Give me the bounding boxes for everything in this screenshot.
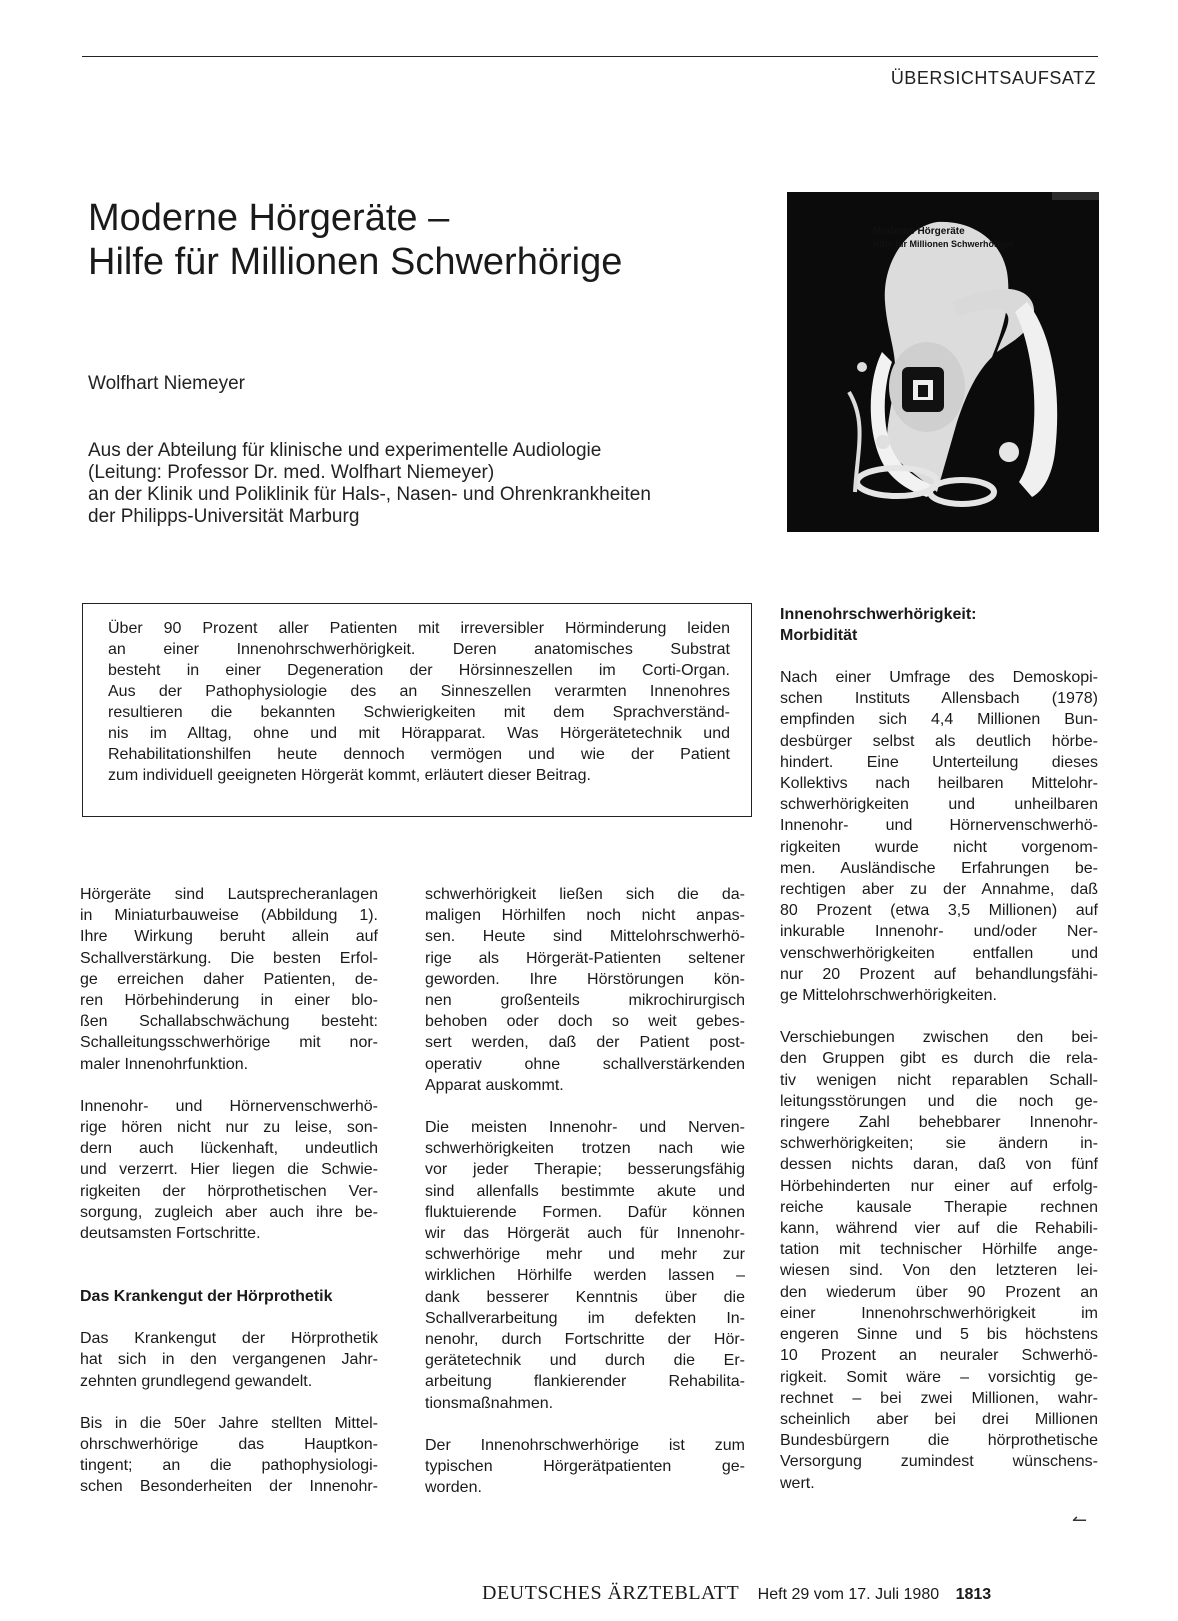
text-line: Versorgung zumindest wünschens-	[780, 1453, 1098, 1471]
text-line: worden.	[425, 1479, 482, 1497]
text-line: operativ ohne schallverstärkenden	[425, 1055, 745, 1073]
text-line: hat sich in den vergangenen Jahr-	[80, 1351, 378, 1369]
text-line: vor jeder Therapie; besserungsfähig	[425, 1161, 745, 1179]
text-line: desbürger selbst als deutlich hörbe-	[780, 732, 1098, 750]
text-line: ohrschwerhörige das Hauptkon-	[80, 1436, 378, 1454]
summary-line: zum individuell geeigneten Hörgerät kommt, erläutert dieser Beitrag.	[108, 767, 591, 784]
text-line: schwerhörige mehr und mehr zur	[425, 1246, 745, 1264]
text-line: schwerhörigkeiten; sie ändern in-	[780, 1135, 1098, 1153]
text-line: den Gruppen gibt es durch die rela-	[780, 1050, 1098, 1068]
text-line: nenohr, durch Fortschritte der Hör-	[425, 1331, 745, 1349]
text-line: Innenohr- und Hörnervenschwerhö-	[780, 817, 1098, 835]
paragraph	[780, 667, 1098, 1006]
text-line: wert.	[780, 1474, 815, 1492]
text-line: Das Krankengut der Hörprothetik	[80, 1330, 378, 1348]
text-line: leitungsstörungen und die noch ge-	[780, 1092, 1098, 1110]
text-line: und verzerrt. Hier liegen die Schwie-	[80, 1161, 378, 1179]
section-heading	[780, 604, 1098, 646]
text-line: rigkeiten der hörprothetischen Ver-	[80, 1182, 378, 1200]
text-line: schen Instituts Allensbach (1978)	[780, 690, 1098, 708]
paragraph	[80, 1096, 378, 1244]
title-line: Moderne Hörgeräte –	[88, 197, 450, 239]
text-line: gerätetechnik und durch die Er-	[425, 1352, 745, 1370]
text-line: tingent; an die pathophysiologi-	[80, 1457, 378, 1475]
text-line: tionsmaßnahmen.	[425, 1394, 554, 1412]
text-line: empfinden sich 4,4 Millionen Bun-	[780, 711, 1098, 729]
paragraph	[80, 1328, 378, 1392]
text-line: Apparat auskommt.	[425, 1076, 564, 1094]
text-line: behoben oder doch so weit gebes-	[425, 1013, 745, 1031]
text-line: schen Besonderheiten der Innenohr-	[80, 1478, 378, 1496]
text-column-3	[780, 604, 1098, 1515]
journal-name: DEUTSCHES ÄRZTEBLATT	[482, 1582, 740, 1604]
text-line: arbeitung flankierender Rehabilita-	[425, 1373, 745, 1391]
page-footer	[482, 1582, 991, 1605]
affiliation	[88, 440, 651, 528]
text-line: ringere Zahl behebbarer Innenohr-	[780, 1114, 1098, 1132]
text-line: fluktuierende Formen. Dafür können	[425, 1203, 745, 1221]
text-column-2	[425, 884, 745, 1519]
summary-line: resultieren die bekannten Schwierigkeiten mit dem Sprachverständ-	[108, 704, 730, 721]
cover-illustration	[787, 192, 1099, 532]
text-column-1	[80, 884, 378, 1519]
text-line: venschwerhörigkeiten entfallen und	[780, 944, 1098, 962]
text-line: rige als Hörgerät-Patienten seltener	[425, 949, 745, 967]
text-line: sen. Heute sind Mittelohrschwerhö-	[425, 928, 745, 946]
top-rule	[82, 56, 1098, 57]
text-line: reiche kausale Therapie rechnen	[780, 1198, 1098, 1216]
text-line: sorgung, zugleich aber auch ihre be-	[80, 1203, 378, 1221]
text-line: Bis in die 50er Jahre stellten Mittel-	[80, 1414, 378, 1432]
text-line: wirklichen Hörhilfe werden lassen –	[425, 1267, 745, 1285]
section-label: ÜBERSICHTSAUFSATZ	[890, 68, 1096, 88]
summary-line: besteht in einer Degeneration der Hörsinneszellen im Corti-Organ.	[108, 662, 730, 679]
text-line: schwerhörigkeiten und unheilbaren	[780, 796, 1098, 814]
text-line: nen großenteils mikrochirurgisch	[425, 992, 745, 1010]
text-line: ßen Schallabschwächung besteht:	[80, 1013, 378, 1031]
text-line: engeren Sinne und 5 bis höchstens	[780, 1326, 1098, 1344]
text-line: maligen Hörhilfen noch nicht anpas-	[425, 907, 745, 925]
paragraph	[425, 1117, 745, 1414]
text-line: tation mit technischer Hörhilfe ange-	[780, 1241, 1098, 1259]
text-line: Schallverarbeitung im defekten In-	[425, 1309, 745, 1327]
text-line: 80 Prozent (etwa 3,5 Millionen) auf	[780, 902, 1098, 920]
paragraph	[80, 884, 378, 1075]
text-line: rechtigen aber zu der Annahme, daß	[780, 881, 1098, 899]
text-line: Ihre Wirkung beruht allein auf	[80, 928, 378, 946]
text-line: wir das Hörgerät auch für Innenohr-	[425, 1225, 745, 1243]
affiliation-line: der Philipps-Universität Marburg	[88, 506, 360, 527]
text-line: 10 Prozent an neuraler Schwerhö-	[780, 1347, 1098, 1365]
text-line: Innenohr- und Hörnervenschwerhö-	[80, 1097, 378, 1115]
text-line: Schallverstärkung. Die besten Erfol-	[80, 949, 378, 967]
text-line: deutsamsten Fortschritte.	[80, 1225, 261, 1243]
paragraph	[780, 1027, 1098, 1493]
summary-line: an einer Innenohrschwerhörigkeit. Deren anatomisches Substrat	[108, 641, 730, 658]
paragraph	[425, 1435, 745, 1499]
text-line: in Miniaturbauweise (Abbildung 1).	[80, 907, 378, 925]
text-line: rigkeiten wurde nicht vorgenom-	[780, 838, 1098, 856]
text-line: sind allenfalls bestimmte akute und	[425, 1182, 745, 1200]
text-line: kann, während vier auf die Rehabili-	[780, 1220, 1098, 1238]
affiliation-line: Aus der Abteilung für klinische und experimentelle Audiologie	[88, 440, 602, 461]
text-line: dern auch lückenhaft, undeutlich	[80, 1140, 378, 1158]
text-line: scheinlich aber bei drei Millionen	[780, 1410, 1098, 1428]
text-line: schwerhörigkeiten trotzen nach wie	[425, 1140, 745, 1158]
text-line: Die meisten Innenohr- und Nerven-	[425, 1119, 745, 1137]
text-line: inkurable Innenohr- und/oder Ner-	[780, 923, 1098, 941]
issue-info: Heft 29 vom 17. Juli 1980	[757, 1586, 940, 1603]
text-line: typischen Hörgerätpatienten ge-	[425, 1458, 745, 1476]
paragraph	[80, 1413, 378, 1498]
text-line: hindert. Eine Unterteilung dieses	[780, 753, 1098, 771]
text-line: den wiederum über 90 Prozent an	[780, 1283, 1098, 1301]
continuation-mark-icon: ↼	[1072, 1510, 1088, 1530]
text-line: rigkeit. Somit wäre – vorsichtig ge-	[780, 1368, 1098, 1386]
text-line: Kollektivs nach heilbaren Mittelohr-	[780, 775, 1098, 793]
summary-line: Aus der Pathophysiologie des an Sinneszellen verarmten Innenohres	[108, 683, 730, 700]
text-line: Hörgeräte sind Lautsprecheranlagen	[80, 886, 378, 903]
text-line: geworden. Ihre Hörstörungen kön-	[425, 970, 745, 988]
paragraph	[425, 884, 745, 1096]
hearing-aid-illustration	[787, 192, 1099, 532]
text-line: Schalleitungsschwerhörige mit nor-	[80, 1034, 378, 1052]
summary-line: Über 90 Prozent aller Patienten mit irreversibler Hörminderung leiden	[108, 620, 730, 637]
cover-caption-line: Moderne Hörgeräte	[873, 226, 965, 237]
affiliation-line: (Leitung: Professor Dr. med. Wolfhart Niemeyer)	[88, 462, 495, 483]
section-heading: Das Krankengut der Hörprothetik	[80, 1288, 333, 1306]
author-name: Wolfhart Niemeyer	[88, 373, 245, 394]
text-line: Bundesbürgern die hörprothetische	[780, 1432, 1098, 1450]
text-line: wiesen sind. Von den letzteren lei-	[780, 1262, 1098, 1280]
text-line: men. Ausländische Erfahrungen be-	[780, 859, 1098, 877]
text-line: schwerhörigkeit ließen sich die da-	[425, 886, 745, 903]
text-line: Nach einer Umfrage des Demoskopi-	[780, 669, 1098, 686]
text-line: maler Innenohrfunktion.	[80, 1055, 249, 1073]
text-line: dank besserer Kenntnis über die	[425, 1288, 745, 1306]
text-line: Hörbehinderten nur einer auf erfolg-	[780, 1177, 1098, 1195]
text-line: zehnten grundlegend gewandelt.	[80, 1372, 313, 1390]
text-line: ge Mittelohrschwerhörigkeiten.	[780, 987, 997, 1005]
page-number: 1813	[955, 1586, 992, 1603]
text-line: nur 20 Prozent auf behandlungsfähi-	[780, 965, 1098, 983]
text-line: ge erreichen daher Patienten, de-	[80, 970, 378, 988]
text-line: Der Innenohrschwerhörige ist zum	[425, 1436, 745, 1454]
text-line: Verschiebungen zwischen den bei-	[780, 1029, 1098, 1047]
summary-line: nis im Alltag, ohne und mit Hörapparat. Was Hörgerätetechnik und	[108, 725, 730, 742]
text-line: dessen nichts daran, daß von fünf	[780, 1156, 1098, 1174]
cover-caption-line: Hilfe für Millionen Schwerhöriger	[873, 239, 1015, 249]
heading-line: Morbidität	[780, 627, 858, 644]
text-line: ren Hörbehinderung in einer blo-	[80, 992, 378, 1010]
affiliation-line: an der Klinik und Poliklinik für Hals-, Nasen- und Ohrenkrankheiten	[88, 484, 651, 505]
title-line: Hilfe für Millionen Schwerhörige	[88, 241, 623, 283]
text-line: rechnet – bei zwei Millionen, wahr-	[780, 1389, 1098, 1407]
text-line: einer Innenohrschwerhörigkeit im	[780, 1304, 1098, 1322]
text-line: tiv wenigen nicht reparablen Schall-	[780, 1071, 1098, 1089]
article-title	[88, 196, 622, 284]
summary-line: Rehabilitationshilfen heute dennoch vermögen und wie der Patient	[108, 746, 730, 763]
text-line: rige hören nicht nur zu leise, son-	[80, 1119, 378, 1137]
heading-line: Innenohrschwerhörigkeit:	[780, 606, 977, 623]
text-line: sert werden, daß der Patient post-	[425, 1034, 745, 1052]
summary-text	[108, 618, 730, 786]
